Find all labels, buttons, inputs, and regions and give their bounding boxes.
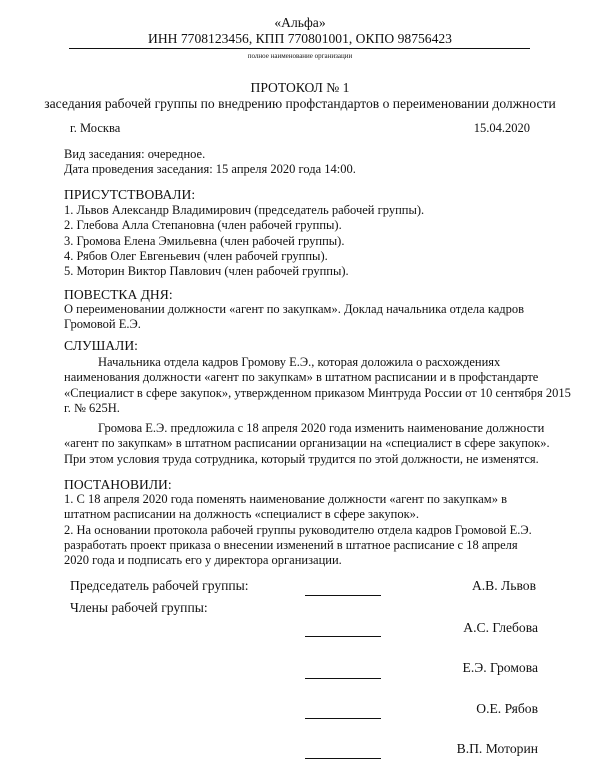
member-name-1: А.С. Глебова: [463, 620, 538, 635]
text-line: О переименовании должности «агент по закупкам». Доклад начальника отдела кадров: [64, 302, 525, 316]
list-item: 4. Рябов Олег Евгеньевич (член рабочей группы).: [64, 248, 328, 263]
text-line: При этом условия труда сотрудника, который трудится по этой должности, не изменятся.: [64, 451, 539, 466]
agenda-heading: ПОВЕСТКА ДНЯ:: [64, 287, 173, 302]
header-divider: [69, 48, 530, 49]
signature-line-member-1: [305, 636, 381, 637]
signature-line-member-3: [305, 718, 381, 719]
list-item: 2. Глебова Алла Степановна (член рабочей группы).: [64, 218, 342, 233]
text-line: наименования должности «агент по закупкам» в штатном расписании и в профстандарте: [64, 370, 539, 385]
text-line: г. № 625Н.: [64, 400, 120, 415]
chair-name: А.В. Львов: [471, 578, 536, 593]
resolved-text: [64, 492, 532, 568]
text-line: разработать проект приказа о внесении изменений в штатное расписание с 18 апреля: [64, 537, 518, 552]
org-requisites: ИНН 7708123456, КПП 770801001, ОКПО 98756423: [148, 31, 452, 46]
org-name: «Альфа»: [274, 15, 326, 30]
protocol-subtitle: заседания рабочей группы по внедрению профстандартов о переименовании должности: [44, 96, 556, 111]
text-line: 1. С 18 апреля 2020 года поменять наименование должности «агент по закупкам» в: [64, 492, 507, 506]
text-line: [64, 355, 571, 370]
heard-heading: СЛУШАЛИ:: [64, 338, 138, 353]
member-name-3: О.Е. Рябов: [476, 701, 538, 716]
meeting-type: Вид заседания: очередное.: [64, 147, 206, 161]
text-line: [64, 421, 550, 436]
full-name-caption: полное наименование организации: [247, 52, 353, 60]
text-line: «Специалист в сфере закупок», утвержденном приказом Минтруда России от 10 сентября 2015: [64, 385, 571, 400]
meeting-datetime: Дата проведения заседания: 15 апреля 2020 года 14:00.: [64, 162, 356, 176]
city: г. Москва: [70, 121, 121, 135]
list-item: 1. Львов Александр Владимирович (председатель рабочей группы).: [64, 203, 425, 217]
text-line: Громовой Е.Э.: [64, 317, 141, 332]
protocol-date: 15.04.2020: [473, 121, 530, 135]
text-line-content: Начальника отдела кадров Громову Е.Э., которая доложила о расхождениях: [98, 355, 501, 369]
text-line: «агент по закупкам» в штатном расписании организации на «специалист в сфере закупок».: [64, 436, 550, 451]
protocol-title: ПРОТОКОЛ № 1: [250, 80, 350, 95]
signature-line-member-2: [305, 678, 381, 679]
present-list: [64, 203, 424, 279]
present-heading: ПРИСУТСТВОВАЛИ:: [64, 187, 196, 202]
resolved-heading: ПОСТАНОВИЛИ:: [64, 477, 172, 492]
list-item: 5. Моторин Виктор Павлович (член рабочей группы).: [64, 264, 349, 279]
text-line: 2. На основании протокола рабочей группы руководителю отдела кадров Громовой Е.Э.: [64, 522, 532, 537]
text-line: штатном расписании на должность «специалист в сфере закупок».: [64, 507, 420, 522]
signature-line-member-4: [305, 758, 381, 759]
members-label: Члены рабочей группы:: [70, 600, 208, 615]
text-line-content: Громова Е.Э. предложила с 18 апреля 2020 года изменить наименование должности: [98, 421, 545, 435]
heard-paragraph-1: [64, 355, 571, 416]
member-name-4: В.П. Моторин: [456, 741, 538, 756]
agenda-text: [64, 302, 524, 333]
signature-line-chair: [305, 595, 381, 596]
list-item: 3. Громова Елена Эмильевна (член рабочей группы).: [64, 233, 345, 248]
text-line: 2020 года и подписать его у директора организации.: [64, 553, 342, 568]
heard-paragraph-2: [64, 421, 550, 467]
member-name-2: Е.Э. Громова: [462, 660, 538, 675]
chair-label: Председатель рабочей группы:: [70, 578, 249, 593]
